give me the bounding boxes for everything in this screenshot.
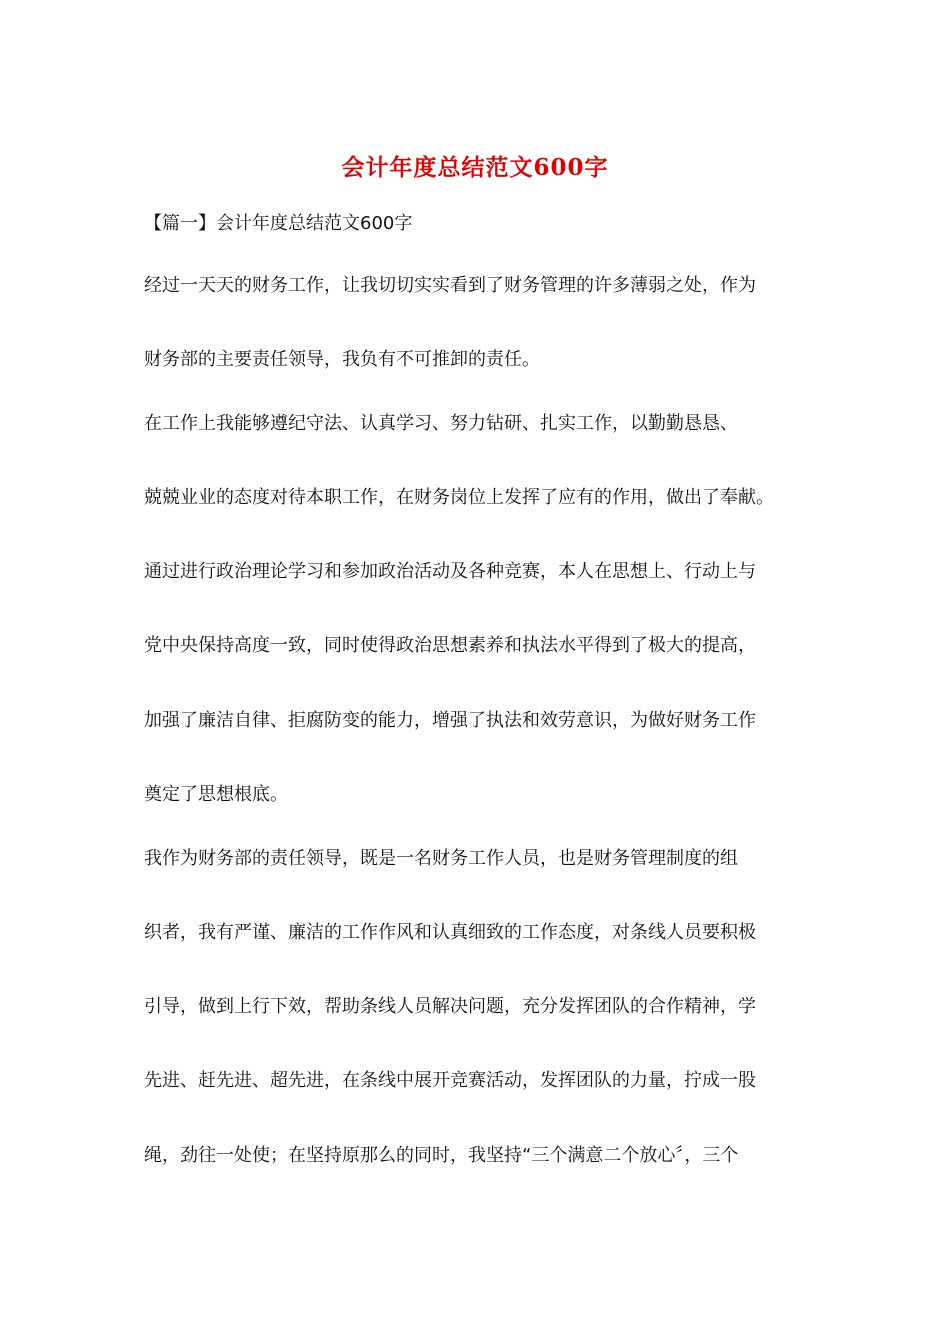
paragraph-line: 绳，劲往一处使；在坚持原那么的同时，我坚持“三个满意二个放心〞，三个: [144, 1145, 739, 1166]
paragraph-line: 财务部的主要责任领导，我负有不可推卸的责任。: [144, 349, 540, 370]
paragraph-line: 兢兢业业的态度对待本职工作，在财务岗位上发挥了应有的作用，做出了奉献。: [144, 487, 774, 508]
paragraph-line: 党中央保持高度一致，同时使得政治思想素养和执法水平得到了极大的提高，: [144, 635, 756, 656]
paragraph-line: 在工作上我能够遵纪守法、认真学习、努力钻研、扎实工作，以勤勤恳恳、: [144, 413, 738, 434]
paragraph-line: 奠定了思想根底。: [144, 784, 288, 805]
paragraph-line: 加强了廉洁自律、拒腐防变的能力，增强了执法和效劳意识，为做好财务工作: [144, 710, 756, 731]
paragraph-line: 经过一天天的财务工作，让我切切实实看到了财务管理的许多薄弱之处，作为: [144, 275, 756, 296]
paragraph-line: 织者，我有严谨、廉洁的工作作风和认真细致的工作态度，对条线人员要积极: [144, 922, 756, 943]
paragraph-line: 通过进行政治理论学习和参加政治活动及各种竞赛，本人在思想上、行动上与: [144, 561, 756, 582]
paragraph-line: 先进、赶先进、超先进，在条线中展开竞赛活动，发挥团队的力量，拧成一股: [144, 1070, 756, 1091]
document-title: 会计年度总结范文600字: [341, 154, 609, 181]
paragraph-line: 引导，做到上行下效，帮助条线人员解决问题，充分发挥团队的合作精神，学: [144, 996, 756, 1017]
section-heading: 【篇一】会计年度总结范文600字: [144, 213, 413, 234]
paragraph-line: 我作为财务部的责任领导，既是一名财务工作人员，也是财务管理制度的组: [144, 848, 738, 869]
